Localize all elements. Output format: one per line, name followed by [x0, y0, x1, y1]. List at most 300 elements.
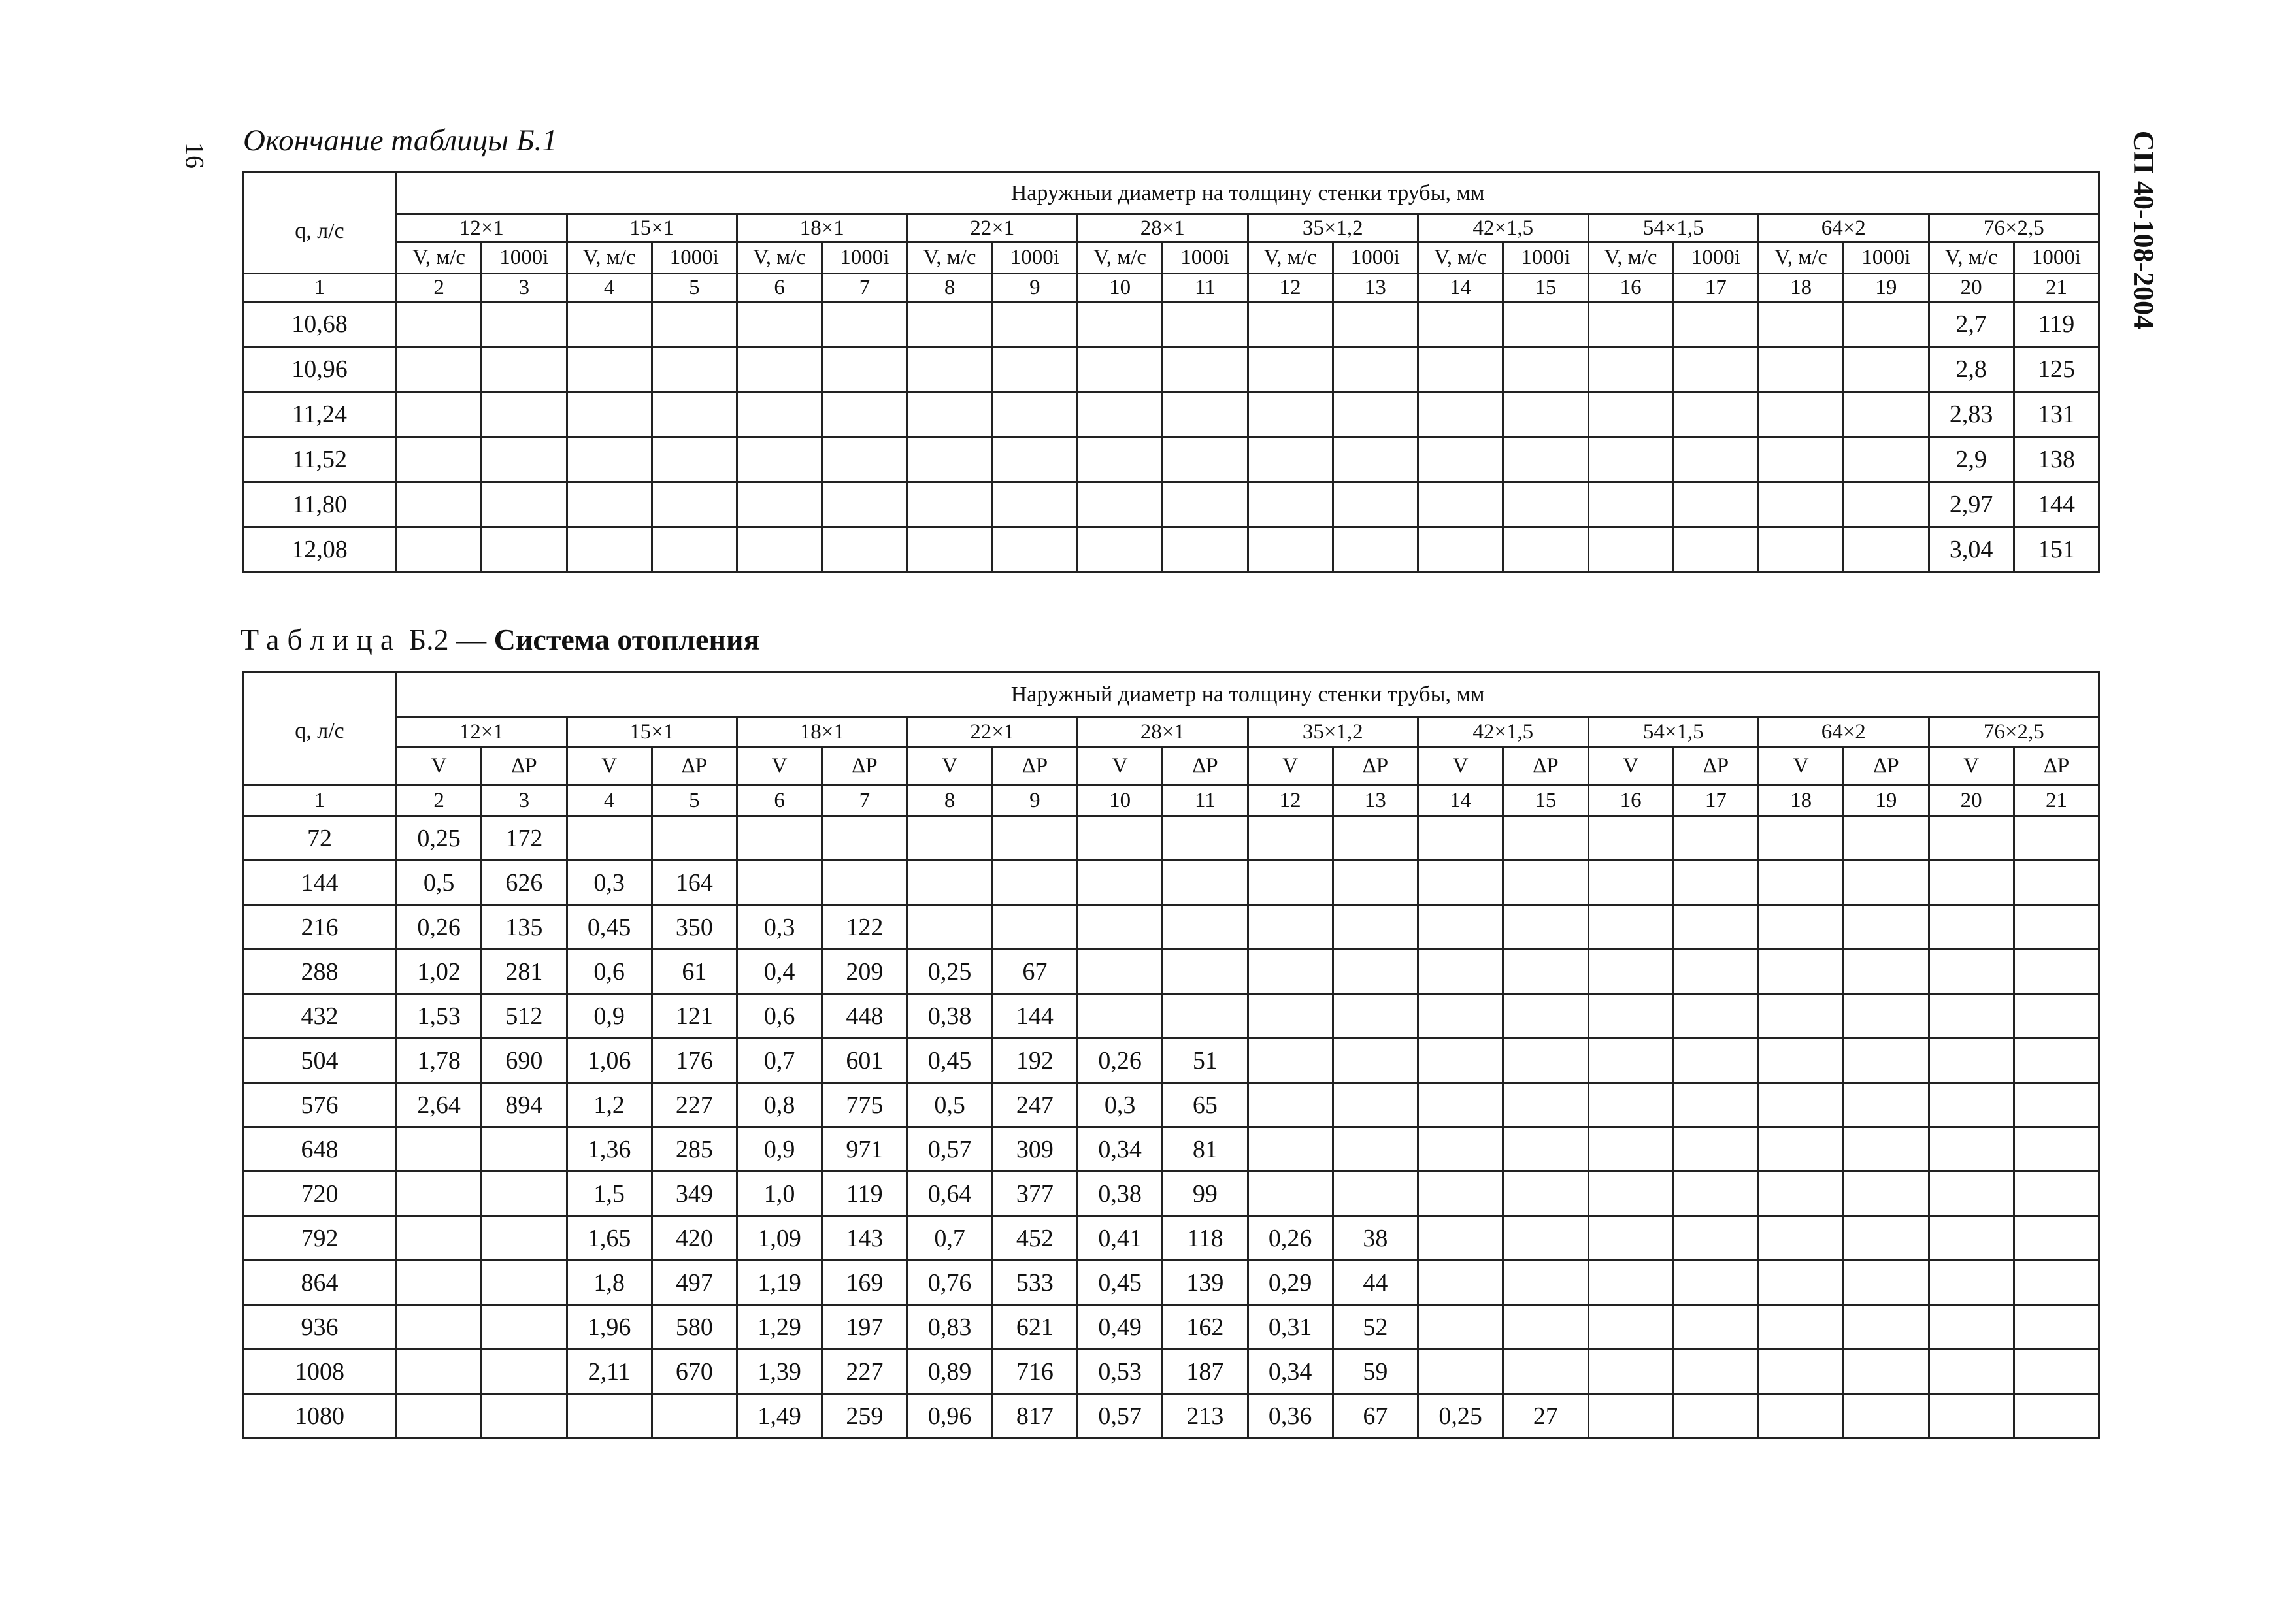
table-cell — [1844, 1083, 1929, 1127]
table-cell — [822, 482, 907, 527]
column-number: 19 — [1844, 786, 1929, 816]
table-cell: 1,06 — [567, 1038, 652, 1083]
subheader-cell: V — [1588, 748, 1673, 786]
table-cell — [397, 527, 482, 572]
table-cell — [1588, 482, 1673, 527]
table-cell — [567, 482, 652, 527]
table-cell: 350 — [652, 905, 737, 950]
table-cell — [1418, 1127, 1503, 1172]
table-row — [243, 1127, 2099, 1172]
table-cell — [737, 347, 822, 392]
caption-title: Система отопления — [493, 623, 760, 656]
table-row — [243, 994, 2099, 1038]
table-cell: 0,26 — [397, 905, 482, 950]
subheader-cell: ΔP — [2014, 748, 2099, 786]
table-cell — [482, 437, 567, 482]
table-cell — [1929, 1305, 2014, 1350]
flow-rate-cell: 10,96 — [243, 347, 397, 392]
column-number-row — [243, 786, 2099, 816]
subheader-cell: V, м/с — [397, 242, 482, 274]
table-cell — [1248, 1038, 1333, 1083]
table-cell: 2,7 — [1929, 302, 2014, 347]
table-cell: 143 — [822, 1216, 907, 1261]
column-number: 17 — [1673, 274, 1758, 302]
table-cell: 1,09 — [737, 1216, 822, 1261]
table-row — [243, 347, 2099, 392]
table-cell — [1929, 1261, 2014, 1305]
table-cell — [1418, 1350, 1503, 1394]
table-cell — [1248, 1127, 1333, 1172]
table-cell — [1673, 1038, 1758, 1083]
table-cell — [482, 1305, 567, 1350]
subheader-cell: ΔP — [1673, 748, 1758, 786]
table-cell: 1,8 — [567, 1261, 652, 1305]
column-number: 18 — [1759, 786, 1844, 816]
table-cell: 0,8 — [737, 1083, 822, 1127]
column-number: 1 — [243, 786, 397, 816]
column-number: 7 — [822, 786, 907, 816]
table-cell: 0,34 — [1078, 1127, 1163, 1172]
table-cell — [1844, 347, 1929, 392]
table-cell — [397, 1127, 482, 1172]
table-cell: 162 — [1163, 1305, 1248, 1350]
table-cell: 99 — [1163, 1172, 1248, 1216]
table-cell — [1333, 437, 1418, 482]
table-cell — [482, 1127, 567, 1172]
subheader-cell: V — [1759, 748, 1844, 786]
table-cell — [1333, 1127, 1418, 1172]
table-row — [243, 1350, 2099, 1394]
table-cell — [2014, 1394, 2099, 1438]
table-cell — [992, 347, 1077, 392]
flow-rate-cell: 144 — [243, 861, 397, 905]
table-cell — [1333, 1172, 1418, 1216]
table-cell — [907, 392, 992, 437]
table-cell — [1844, 1350, 1929, 1394]
table-cell: 213 — [1163, 1394, 1248, 1438]
table-cell — [1503, 392, 1588, 437]
table-cell: 135 — [482, 905, 567, 950]
table-cell — [1673, 861, 1758, 905]
table-cell: 1,19 — [737, 1261, 822, 1305]
table-cell — [567, 1394, 652, 1438]
table-cell: 172 — [482, 816, 567, 861]
table-cell: 2,11 — [567, 1350, 652, 1394]
table-cell — [1844, 1394, 1929, 1438]
subheader-cell: ΔP — [992, 748, 1077, 786]
table-cell — [992, 861, 1077, 905]
table-cell: 81 — [1163, 1127, 1248, 1172]
table-cell — [2014, 1305, 2099, 1350]
table-cell: 0,3 — [567, 861, 652, 905]
table-cell: 2,8 — [1929, 347, 2014, 392]
q-header: q, л/с — [243, 672, 397, 786]
table-cell — [1418, 950, 1503, 994]
table-cell — [1333, 302, 1418, 347]
subheader-cell: 1000i — [1163, 242, 1248, 274]
table-cell: 0,49 — [1078, 1305, 1163, 1350]
table-cell — [1503, 1350, 1588, 1394]
document-code: СП 40-108-2004 — [2127, 130, 2160, 330]
table-cell — [1503, 1127, 1588, 1172]
table-cell — [482, 1261, 567, 1305]
table-cell — [1078, 482, 1163, 527]
table-row — [243, 950, 2099, 994]
subheader-cell: ΔP — [1333, 748, 1418, 786]
table-cell: 2,83 — [1929, 392, 2014, 437]
flow-rate-cell: 11,52 — [243, 437, 397, 482]
table-cell — [1673, 1216, 1758, 1261]
table-cell — [1248, 994, 1333, 1038]
table-cell: 67 — [1333, 1394, 1418, 1438]
table-cell — [1588, 392, 1673, 437]
table-cell: 670 — [652, 1350, 737, 1394]
table-cell: 512 — [482, 994, 567, 1038]
table-cell — [1844, 816, 1929, 861]
table-cell — [1673, 392, 1758, 437]
table-cell: 0,3 — [1078, 1083, 1163, 1127]
table-cell: 1,2 — [567, 1083, 652, 1127]
table-cell: 52 — [1333, 1305, 1418, 1350]
table-cell: 0,31 — [1248, 1305, 1333, 1350]
diameter-header: 22×1 — [907, 214, 1078, 242]
subheader-cell: V — [1929, 748, 2014, 786]
table-cell — [1248, 861, 1333, 905]
column-number: 5 — [652, 274, 737, 302]
diameter-header: 64×2 — [1759, 718, 1929, 748]
table-cell — [1163, 392, 1248, 437]
subheader-cell: ΔP — [1163, 748, 1248, 786]
table-cell — [992, 816, 1077, 861]
table-cell — [1418, 482, 1503, 527]
table-cell — [1673, 1172, 1758, 1216]
subheader-cell: V, м/с — [1588, 242, 1673, 274]
table-cell — [1248, 1172, 1333, 1216]
table-cell — [1418, 437, 1503, 482]
column-number: 5 — [652, 786, 737, 816]
table-cell: 0,4 — [737, 950, 822, 994]
column-number: 20 — [1929, 274, 2014, 302]
header-title-row — [243, 672, 2099, 718]
column-number: 13 — [1333, 274, 1418, 302]
table-cell: 227 — [822, 1350, 907, 1394]
table-cell: 0,57 — [907, 1127, 992, 1172]
table-cell — [1673, 1305, 1758, 1350]
table2-caption — [241, 622, 759, 657]
subheader-cell: 1000i — [1673, 242, 1758, 274]
column-number: 2 — [397, 786, 482, 816]
table-cell: 192 — [992, 1038, 1077, 1083]
table-cell — [992, 392, 1077, 437]
table-cell — [1333, 482, 1418, 527]
subheader-cell: V — [1418, 748, 1503, 786]
table-cell — [992, 302, 1077, 347]
flow-rate-cell: 10,68 — [243, 302, 397, 347]
table-cell: 1,96 — [567, 1305, 652, 1350]
table-cell: 247 — [992, 1083, 1077, 1127]
table-cell: 0,34 — [1248, 1350, 1333, 1394]
table-cell — [992, 527, 1077, 572]
column-number: 15 — [1503, 786, 1588, 816]
table-cell — [1844, 1172, 1929, 1216]
table-cell — [1503, 861, 1588, 905]
diameter-header: 76×2,5 — [1929, 214, 2099, 242]
table-cell — [1588, 302, 1673, 347]
table-cell — [1418, 1083, 1503, 1127]
table-cell — [1759, 1394, 1844, 1438]
flow-rate-cell: 432 — [243, 994, 397, 1038]
table-cell — [2014, 1083, 2099, 1127]
table-cell: 119 — [2014, 302, 2099, 347]
diameter-header: 35×1,2 — [1248, 718, 1418, 748]
table-cell — [482, 392, 567, 437]
table-cell — [1333, 1038, 1418, 1083]
table-cell: 2,97 — [1929, 482, 2014, 527]
subheader-cell: 1000i — [822, 242, 907, 274]
table-cell — [1333, 527, 1418, 572]
table-cell: 67 — [992, 950, 1077, 994]
table-cell: 580 — [652, 1305, 737, 1350]
table-cell — [1418, 994, 1503, 1038]
table-cell: 1,53 — [397, 994, 482, 1038]
table-cell — [1418, 527, 1503, 572]
table-cell — [652, 392, 737, 437]
table-row — [243, 437, 2099, 482]
table-cell — [2014, 816, 2099, 861]
table-cell — [1759, 527, 1844, 572]
table-cell: 1,02 — [397, 950, 482, 994]
subheader-cell: 1000i — [1844, 242, 1929, 274]
table-cell — [1673, 950, 1758, 994]
table-cell: 0,25 — [397, 816, 482, 861]
table-cell — [1588, 1261, 1673, 1305]
column-number: 14 — [1418, 786, 1503, 816]
table-cell — [1588, 1172, 1673, 1216]
table-cell: 448 — [822, 994, 907, 1038]
table-cell: 227 — [652, 1083, 737, 1127]
table-cell: 0,76 — [907, 1261, 992, 1305]
table-row — [243, 1083, 2099, 1127]
diameter-header: 42×1,5 — [1418, 718, 1589, 748]
table-cell: 349 — [652, 1172, 737, 1216]
table-cell — [1503, 1172, 1588, 1216]
table-cell — [1333, 816, 1418, 861]
table-cell — [1503, 816, 1588, 861]
table-cell — [1248, 816, 1333, 861]
flow-rate-cell: 288 — [243, 950, 397, 994]
table-cell — [2014, 994, 2099, 1038]
table-cell — [1588, 527, 1673, 572]
diameter-header: 28×1 — [1078, 214, 1248, 242]
caption-number: Б.2 — — [401, 623, 494, 656]
table-cell: 281 — [482, 950, 567, 994]
table-cell: 621 — [992, 1305, 1077, 1350]
table-cell — [1503, 905, 1588, 950]
table-cell — [2014, 1216, 2099, 1261]
table-cell: 169 — [822, 1261, 907, 1305]
subheader-cell: V — [1078, 748, 1163, 786]
table-row — [243, 392, 2099, 437]
table-cell: 285 — [652, 1127, 737, 1172]
table-cell — [1844, 302, 1929, 347]
table-row — [243, 905, 2099, 950]
table-cell — [1163, 302, 1248, 347]
table-cell — [482, 482, 567, 527]
table-cell: 0,25 — [907, 950, 992, 994]
column-number: 1 — [243, 274, 397, 302]
table-cell — [1418, 1172, 1503, 1216]
table-cell — [1163, 950, 1248, 994]
table-cell — [1844, 527, 1929, 572]
table-cell: 420 — [652, 1216, 737, 1261]
table-cell — [1078, 347, 1163, 392]
subheader-cell: V, м/с — [1759, 242, 1844, 274]
table-cell — [822, 861, 907, 905]
table-cell — [1588, 1394, 1673, 1438]
table-cell — [1673, 437, 1758, 482]
table-cell — [1759, 302, 1844, 347]
table-cell — [737, 437, 822, 482]
table-cell — [1333, 861, 1418, 905]
table-cell — [1163, 861, 1248, 905]
table-cell — [907, 861, 992, 905]
table-cell: 0,38 — [1078, 1172, 1163, 1216]
diameter-row — [243, 214, 2099, 242]
table-cell — [1503, 994, 1588, 1038]
table-cell — [1929, 1216, 2014, 1261]
diameter-header: 54×1,5 — [1588, 214, 1759, 242]
column-number: 21 — [2014, 786, 2099, 816]
table-cell — [1418, 1216, 1503, 1261]
table-cell: 0,9 — [567, 994, 652, 1038]
table-cell — [1418, 861, 1503, 905]
table-cell — [1759, 347, 1844, 392]
table-cell — [1929, 861, 2014, 905]
flow-rate-cell: 792 — [243, 1216, 397, 1261]
table-cell — [1333, 392, 1418, 437]
table-cell — [1844, 1261, 1929, 1305]
column-number: 8 — [907, 274, 992, 302]
table-cell — [822, 347, 907, 392]
subheader-cell: ΔP — [822, 748, 907, 786]
subheader-cell: 1000i — [652, 242, 737, 274]
flow-rate-cell: 11,80 — [243, 482, 397, 527]
table-cell: 61 — [652, 950, 737, 994]
column-number: 8 — [907, 786, 992, 816]
column-number: 12 — [1248, 786, 1333, 816]
column-number: 11 — [1163, 274, 1248, 302]
table-cell — [1929, 1172, 2014, 1216]
table-cell — [1163, 482, 1248, 527]
table-cell — [1673, 527, 1758, 572]
table-cell — [1333, 905, 1418, 950]
table-cell — [1929, 905, 2014, 950]
table-cell — [822, 437, 907, 482]
table-cell — [907, 302, 992, 347]
page-number: 16 — [180, 142, 210, 169]
subheader-cell: V, м/с — [1078, 242, 1163, 274]
table-cell — [2014, 1261, 2099, 1305]
table-cell: 1,78 — [397, 1038, 482, 1083]
table-cell — [1248, 527, 1333, 572]
table-cell — [1078, 437, 1163, 482]
table-cell — [1844, 1127, 1929, 1172]
table-cell — [1588, 1305, 1673, 1350]
flow-rate-cell: 12,08 — [243, 527, 397, 572]
table-cell — [397, 392, 482, 437]
table-cell: 0,89 — [907, 1350, 992, 1394]
table-cell: 0,26 — [1248, 1216, 1333, 1261]
column-number: 6 — [737, 274, 822, 302]
table-b2-heating-system — [242, 671, 2100, 1439]
table-row — [243, 1172, 2099, 1216]
table-cell: 209 — [822, 950, 907, 994]
table-cell — [907, 437, 992, 482]
table-cell — [1759, 437, 1844, 482]
table-cell — [2014, 1038, 2099, 1083]
table-cell — [737, 302, 822, 347]
column-number: 12 — [1248, 274, 1333, 302]
column-number: 3 — [482, 786, 567, 816]
table-cell — [397, 1350, 482, 1394]
table-cell — [1248, 437, 1333, 482]
table-cell — [1759, 994, 1844, 1038]
table-cell — [2014, 905, 2099, 950]
table-cell — [1673, 347, 1758, 392]
table-cell — [1759, 1350, 1844, 1394]
subheader-row — [243, 748, 2099, 786]
table-cell — [1588, 1216, 1673, 1261]
table-cell — [1929, 994, 2014, 1038]
column-number: 3 — [482, 274, 567, 302]
table-cell — [2014, 1350, 2099, 1394]
subheader-cell: 1000i — [1333, 242, 1418, 274]
table-cell: 0,45 — [1078, 1261, 1163, 1305]
table-cell — [2014, 861, 2099, 905]
table-cell — [1503, 1305, 1588, 1350]
table-cell — [652, 816, 737, 861]
diameter-header: 22×1 — [907, 718, 1078, 748]
table-row — [243, 482, 2099, 527]
table-cell — [1673, 1127, 1758, 1172]
table-cell — [1844, 905, 1929, 950]
table-cell — [1418, 816, 1503, 861]
flow-rate-cell: 504 — [243, 1038, 397, 1083]
table-cell — [482, 1172, 567, 1216]
table-cell — [992, 905, 1077, 950]
table-cell — [1673, 1261, 1758, 1305]
table-cell — [737, 816, 822, 861]
table-cell — [1929, 1127, 2014, 1172]
column-number: 19 — [1844, 274, 1929, 302]
table-cell: 138 — [2014, 437, 2099, 482]
table-cell: 0,25 — [1418, 1394, 1503, 1438]
table-cell: 139 — [1163, 1261, 1248, 1305]
column-number: 2 — [397, 274, 482, 302]
table-cell — [1503, 347, 1588, 392]
table-cell — [1248, 392, 1333, 437]
table-cell — [992, 482, 1077, 527]
table-cell — [1929, 816, 2014, 861]
table-cell: 187 — [1163, 1350, 1248, 1394]
table-cell: 309 — [992, 1127, 1077, 1172]
table-cell — [1078, 527, 1163, 572]
subheader-cell: ΔP — [482, 748, 567, 786]
table-cell — [1759, 861, 1844, 905]
table-cell — [1759, 392, 1844, 437]
table-cell — [1588, 437, 1673, 482]
table-cell — [1844, 950, 1929, 994]
